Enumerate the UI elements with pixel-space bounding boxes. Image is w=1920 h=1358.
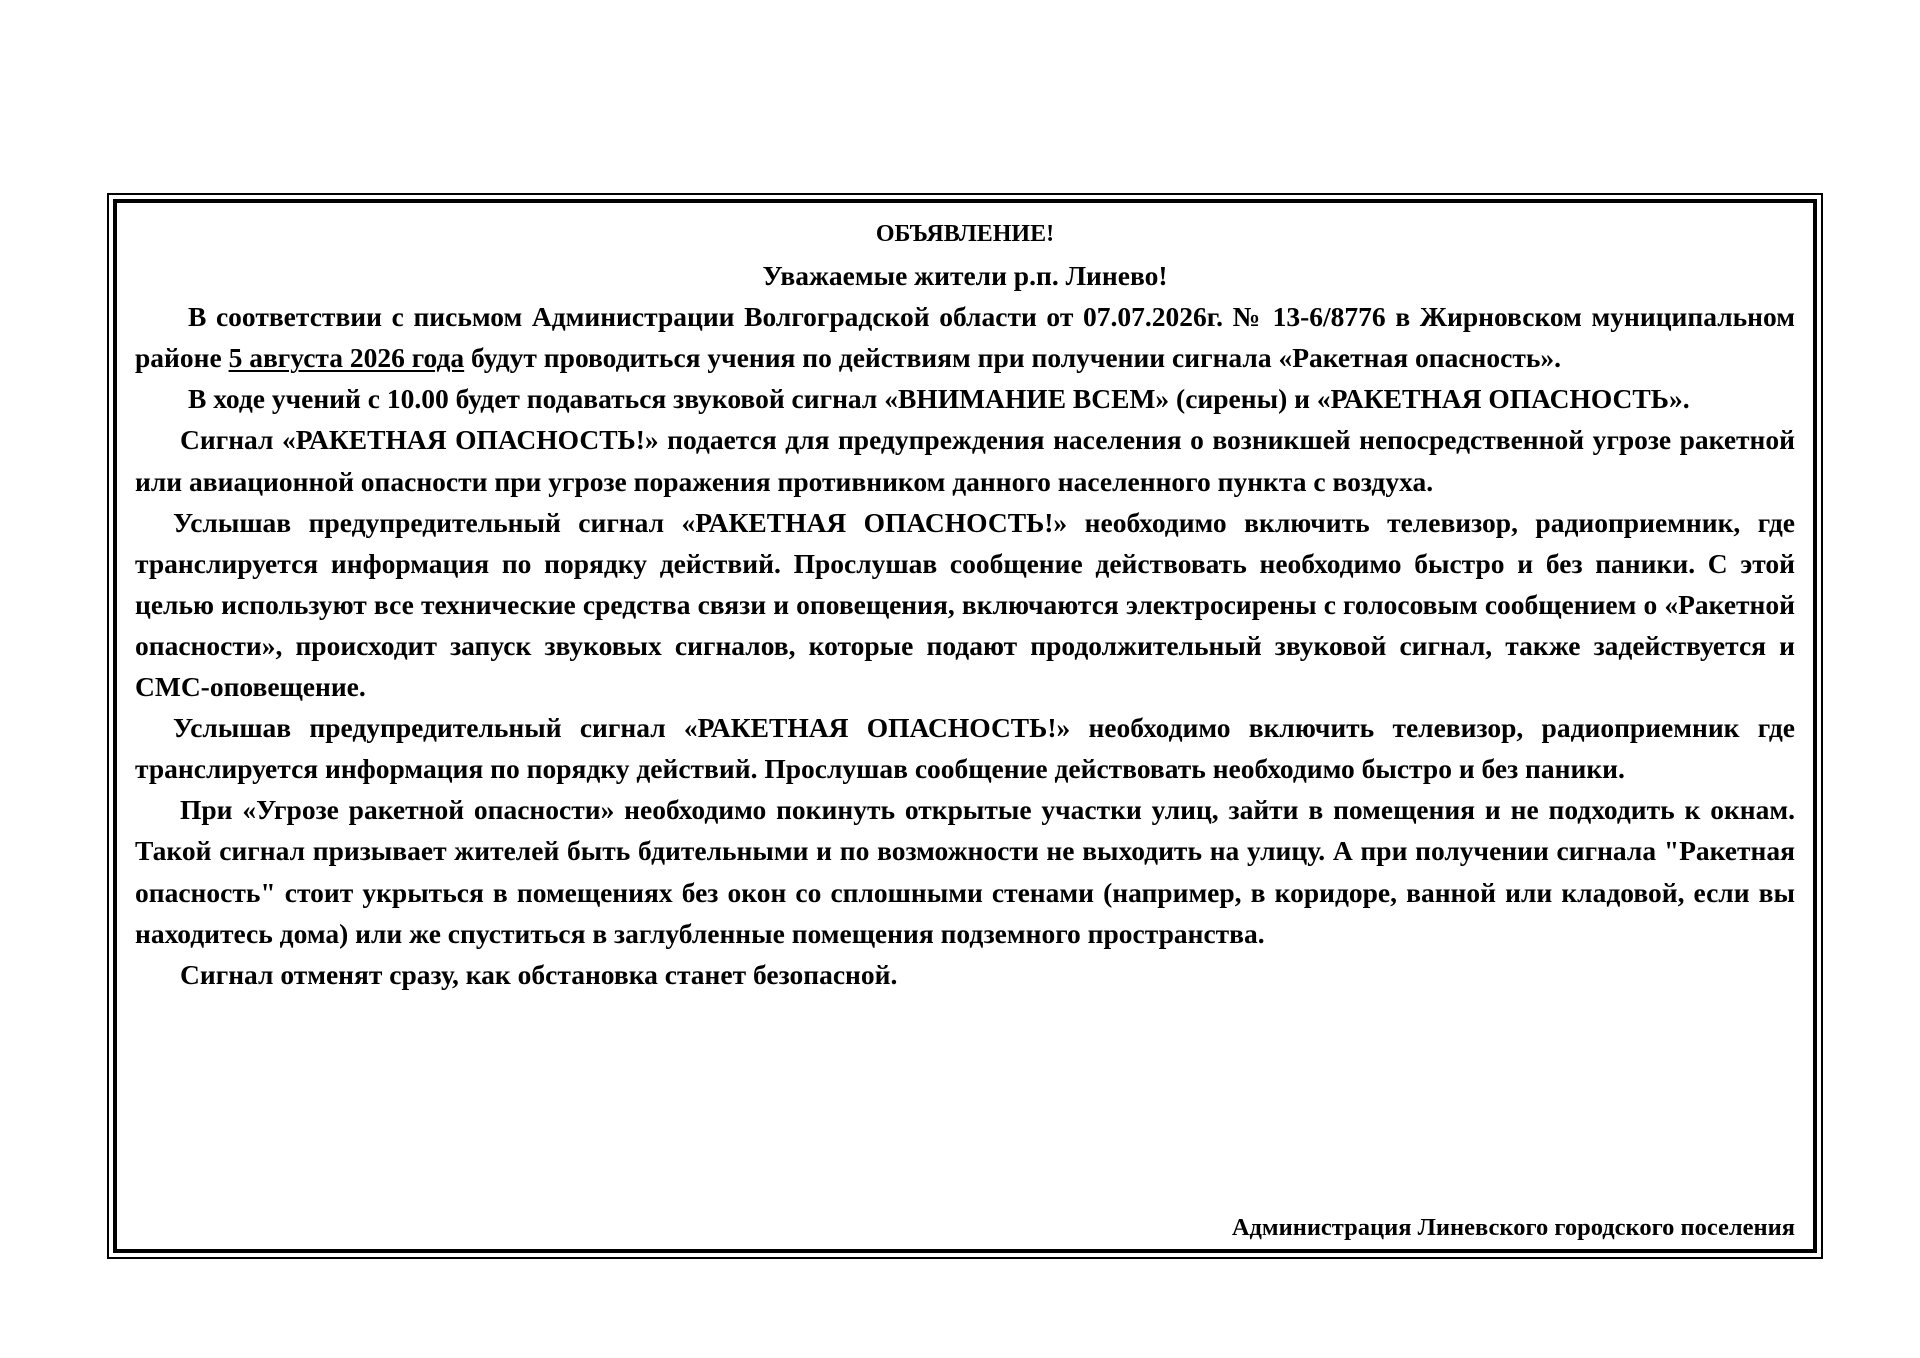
paragraph-actions-2: Услышав предупредительный сигнал «РАКЕТНАЯ ОПАСНОСТЬ!» необходимо включить телевизор, радиоприемник где транслируется информация по порядку действий. Прослушав сообщение действовать необходимо быстро и без паники. — [135, 712, 1795, 785]
paragraph-signal-purpose: Сигнал «РАКЕТНАЯ ОПАСНОСТЬ!» подается для предупреждения населения о возникшей непосредственной угрозе ракетной или авиационной опасности при угрозе поражения противником данного населенного пункта с воздуха. — [135, 424, 1795, 497]
signature-administration: Администрация Линевского городского поселения — [1231, 1214, 1795, 1241]
exercise-date: 5 августа 2026 года — [228, 342, 465, 374]
paragraph-exercise-date-text-b: будут проводиться учения по действиям при получении сигнала «Ракетная опасность». — [464, 342, 1562, 374]
paragraph-shelter-advice: При «Угрозе ракетной опасности» необходимо покинуть открытые участки улиц, зайти в помещения и не подходить к окнам. Такой сигнал призывает жителей быть бдительными и по возможности не выходить на улицу. А при получении сигнала "Ракетная опасность" стоит укрыться в помещениях без окон со сплошными стенами (например, в коридоре, ванной или кладовой, если вы находитесь дома) или же спуститься в заглубленные помещения подземного пространства. — [135, 794, 1795, 949]
notice-title: ОБЪЯВЛЕНИЕ! — [875, 221, 1055, 247]
paragraph-exercise-date — [135, 296, 1795, 378]
notice-body — [135, 214, 1795, 995]
paragraph-signal-cancel: Сигнал отменят сразу, как обстановка станет безопасной. — [180, 958, 898, 990]
paragraph-exercise-date-text-a: В соответствии с письмом Администрации Волгоградской области от 07.07.2026г. № 13-6/8776 в Жирновском муниципальном районе — [135, 301, 1795, 374]
notice-frame-outer — [107, 193, 1823, 1259]
paragraph-actions-1: Услышав предупредительный сигнал «РАКЕТНАЯ ОПАСНОСТЬ!» необходимо включить телевизор, радиоприемник, где транслируется информация по порядку действий. Прослушав сообщение действовать необходимо быстро и без паники. С этой целью используют все технические средства связи и оповещения, включаются электросирены с голосовым сообщением о «Ракетной опасности», происходит запуск звуковых сигналов, которые подают продолжительный звуковой сигнал, также задействуется и СМС-оповещение. — [135, 506, 1795, 703]
notice-frame — [113, 199, 1817, 1253]
paragraph-signal-time: В ходе учений с 10.00 будет подаваться звуковой сигнал «ВНИМАНИЕ ВСЕМ» (сирены) и «РАКЕТНАЯ ОПАСНОСТЬ». — [188, 383, 1690, 415]
notice-greeting: Уважаемые жители р.п. Линево! — [762, 260, 1168, 292]
